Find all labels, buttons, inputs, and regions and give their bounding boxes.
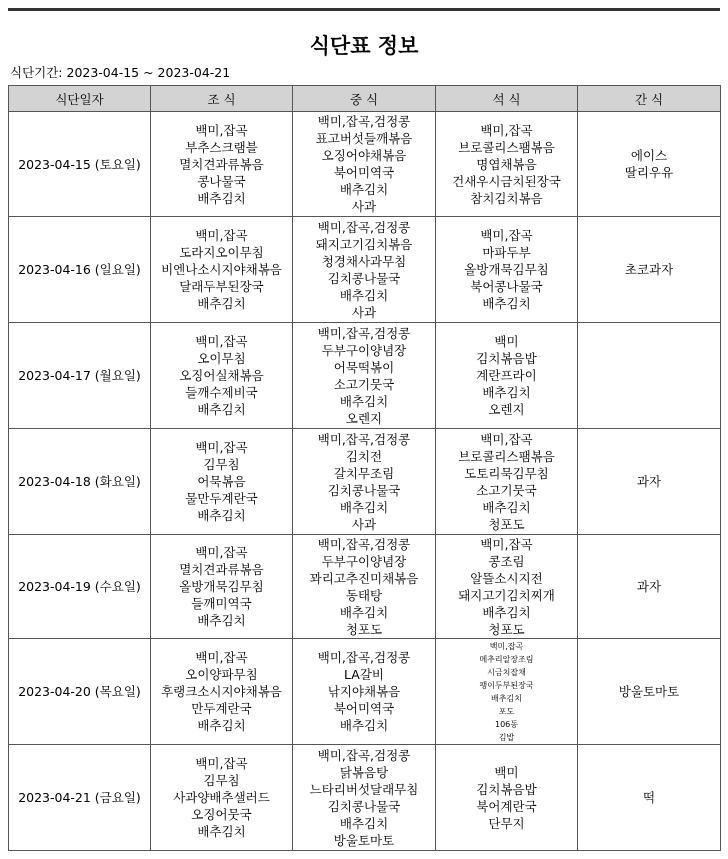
menu-item: 배추김치 <box>197 824 246 839</box>
snack-cell <box>578 535 721 639</box>
menu-item: 브로콜리스팸볶음 <box>458 139 555 155</box>
menu-item: 초코과자 <box>624 262 674 277</box>
menu-item: 마파두부 <box>482 245 531 260</box>
menu-item: 청포도 <box>488 621 525 637</box>
menu-item: 청포도 <box>488 516 525 532</box>
menu-item: 부추스크램블 <box>185 139 258 155</box>
snack-cell <box>578 745 721 851</box>
table-row <box>9 217 721 323</box>
menu-item: 콩나물국 <box>197 173 246 189</box>
col-header-date: 식단일자 <box>9 86 151 112</box>
menu-item: 백미 <box>494 764 519 780</box>
menu-item: 건새우시금치된장국 <box>452 173 561 189</box>
menu-item: 배추김치 <box>339 287 389 303</box>
menu-item: 배추김치 <box>339 182 389 197</box>
menu-item: 김치볶음밥 <box>476 351 537 366</box>
menu-item: 물만두계란국 <box>185 491 258 506</box>
menu-item: 배추김치 <box>339 815 389 831</box>
menu-item: 배추김치 <box>197 402 246 417</box>
menu-item: 딸리우유 <box>624 165 674 180</box>
menu-item: 배추김치 <box>339 718 389 733</box>
menu-item: 과자 <box>636 579 662 594</box>
lunch-cell <box>293 535 436 639</box>
menu-item: 과자 <box>636 474 662 489</box>
menu-item: 백미,잡곡,검정콩 <box>317 650 411 665</box>
col-header-breakfast: 조 식 <box>151 86 293 112</box>
date-cell: 2023-04-19 (수요일) <box>9 535 151 639</box>
header-row <box>9 86 721 112</box>
menu-item: 김무침 <box>203 457 240 472</box>
snack-cell <box>578 217 721 323</box>
menu-item: 명엽채볶음 <box>476 156 537 172</box>
menu-item: 방울토마토 <box>618 684 680 699</box>
menu-item: 백미,잡곡 <box>195 122 248 138</box>
menu-item: 배추김치 <box>339 393 389 409</box>
table-row <box>9 429 721 535</box>
menu-item: 사과 <box>351 199 377 214</box>
menu-item: 백미,잡곡,검정콩 <box>317 431 411 447</box>
menu-item: 메추리알장조림 <box>479 654 534 664</box>
menu-item: 낚지야채볶음 <box>327 684 401 699</box>
snack-cell <box>578 639 721 745</box>
menu-item: 멸치견과류볶음 <box>179 562 264 577</box>
menu-item: 백미,잡곡 <box>195 756 248 771</box>
menu-item: 올방개묵김무침 <box>464 262 549 277</box>
menu-item: 시금치잡채 <box>487 667 526 677</box>
menu-item: 북어미역국 <box>333 701 395 716</box>
menu-item: 브로콜리스팸볶음 <box>458 448 555 464</box>
menu-item: 청경채사과무침 <box>321 253 407 269</box>
menu-item: 김무침 <box>203 773 240 788</box>
menu-item: 김밥 <box>498 732 515 742</box>
menu-item: 배추김치 <box>491 693 522 703</box>
menu-item: 사과 <box>351 516 377 532</box>
menu-item: 참치김치볶음 <box>470 190 543 206</box>
menu-item: 사과양배추샐러드 <box>173 790 270 805</box>
menu-item: 김치전 <box>345 448 383 464</box>
menu-item: LA갈비 <box>344 667 384 682</box>
lunch-cell <box>293 745 436 851</box>
menu-item: 도토리묵김무침 <box>464 465 549 481</box>
breakfast-cell <box>151 639 293 745</box>
menu-item: 북어계란국 <box>476 798 537 814</box>
table-row <box>9 323 721 429</box>
menu-item: 두부구이양념장 <box>321 342 407 358</box>
col-header-snack: 간 식 <box>578 86 721 112</box>
menu-item: 만두계란국 <box>191 701 252 716</box>
menu-table <box>8 85 721 851</box>
menu-item: 배추김치 <box>339 604 389 620</box>
dinner-cell <box>436 535 578 639</box>
menu-item: 갈치무조림 <box>333 465 395 481</box>
menu-item: 백미 <box>494 334 519 349</box>
table-row <box>9 535 721 639</box>
menu-item: 배추김치 <box>339 499 389 515</box>
menu-item: 배추김치 <box>482 604 531 620</box>
menu-item: 알뜰소시지전 <box>470 570 543 586</box>
menu-item: 배추김치 <box>197 508 246 523</box>
menu-item: 느타리버섯달래무침 <box>309 781 419 797</box>
snack-cell <box>578 323 721 429</box>
menu-item: 사과 <box>351 304 377 320</box>
breakfast-cell <box>151 112 293 217</box>
menu-item: 들깨미역국 <box>191 596 252 611</box>
menu-item: 멸치견과류볶음 <box>179 156 264 172</box>
col-header-dinner: 석 식 <box>436 86 578 112</box>
dinner-cell <box>436 639 578 745</box>
menu-item: 어묵볶음 <box>197 474 246 489</box>
menu-period: 식단기간: 2023-04-15 ~ 2023-04-21 <box>10 65 231 80</box>
menu-item: 배추김치 <box>197 718 246 733</box>
date-cell: 2023-04-15 (토요일) <box>9 112 151 217</box>
menu-item: 에이스 <box>630 148 668 163</box>
top-rule <box>8 8 720 11</box>
lunch-cell <box>293 429 436 535</box>
menu-item: 백미,잡곡,검정콩 <box>317 114 411 129</box>
breakfast-cell <box>151 217 293 323</box>
lunch-cell <box>293 217 436 323</box>
menu-item: 백미,잡곡 <box>480 431 533 447</box>
menu-item: 돼지고기김치찌개 <box>458 587 555 603</box>
menu-item: 단무지 <box>488 815 525 831</box>
menu-item: 콩조림 <box>488 553 525 569</box>
menu-item: 배추김치 <box>482 296 531 311</box>
menu-item: 두부구이양념장 <box>321 553 407 569</box>
menu-item: 배추김치 <box>197 190 246 206</box>
date-cell: 2023-04-18 (화요일) <box>9 429 151 535</box>
menu-item: 청포도 <box>345 621 383 637</box>
dinner-cell <box>436 112 578 217</box>
menu-item: 오이무침 <box>197 351 246 366</box>
table-row <box>9 639 721 745</box>
menu-item: 백미,잡곡 <box>480 228 533 243</box>
menu-item: 도라지오이무침 <box>179 245 264 260</box>
page-title: 식단표 정보 <box>309 34 419 58</box>
snack-cell <box>578 112 721 217</box>
menu-item: 달래두부된장국 <box>179 279 264 294</box>
date-cell: 2023-04-20 (목요일) <box>9 639 151 745</box>
menu-item: 백미,잡곡 <box>195 334 248 349</box>
breakfast-cell <box>151 429 293 535</box>
menu-item: 비엔나소시지야채볶음 <box>161 262 282 277</box>
menu-item: 포도 <box>498 706 515 716</box>
menu-item: 106동 <box>495 719 518 729</box>
menu-item: 오징어야채볶음 <box>321 148 407 163</box>
menu-item: 김치콩나물국 <box>327 798 401 814</box>
menu-item: 백미,잡곡,검정콩 <box>317 536 411 552</box>
menu-item: 동태탕 <box>345 587 383 603</box>
menu-item: 오징어뭇국 <box>191 807 252 822</box>
menu-item: 팽이두부된장국 <box>479 680 534 690</box>
menu-item: 오징어실채볶음 <box>179 368 264 383</box>
menu-item: 오이양파무침 <box>185 667 258 682</box>
menu-item: 백미,잡곡 <box>489 641 524 651</box>
menu-item: 후랭크소시지야채볶음 <box>161 684 282 699</box>
lunch-cell <box>293 639 436 745</box>
menu-item: 소고기뭇국 <box>476 482 537 498</box>
menu-item: 돼지고기김치볶음 <box>315 236 413 252</box>
menu-item: 오렌지 <box>345 410 383 426</box>
breakfast-cell <box>151 323 293 429</box>
menu-item: 백미,잡곡 <box>480 536 533 552</box>
lunch-cell <box>293 323 436 429</box>
date-cell: 2023-04-21 (금요일) <box>9 745 151 851</box>
menu-item: 배추김치 <box>197 296 246 311</box>
dinner-cell <box>436 745 578 851</box>
breakfast-cell <box>151 535 293 639</box>
menu-item: 김치볶음밥 <box>476 781 537 797</box>
menu-item: 들깨수제비국 <box>185 385 258 400</box>
snack-cell <box>578 429 721 535</box>
menu-item: 어묵떡볶이 <box>333 359 395 375</box>
menu-item: 닭볶음탕 <box>339 764 389 780</box>
menu-item: 백미,잡곡,검정콩 <box>317 747 411 763</box>
menu-item: 방울토마토 <box>333 832 395 848</box>
date-cell: 2023-04-16 (일요일) <box>9 217 151 323</box>
dinner-cell <box>436 323 578 429</box>
menu-item: 백미,잡곡 <box>195 650 248 665</box>
breakfast-cell <box>151 745 293 851</box>
menu-item: 배추김치 <box>197 613 246 628</box>
menu-item: 김치콩나물국 <box>327 270 401 286</box>
menu-item: 백미,잡곡,검정콩 <box>317 325 411 341</box>
menu-item: 오렌지 <box>488 402 525 417</box>
menu-item: 표고버섯들깨볶음 <box>315 131 413 146</box>
menu-item: 떡 <box>642 790 656 805</box>
menu-item: 백미,잡곡 <box>195 440 248 455</box>
menu-item: 김치콩나물국 <box>327 482 401 498</box>
dinner-cell <box>436 217 578 323</box>
lunch-cell <box>293 112 436 217</box>
col-header-lunch: 중 식 <box>293 86 436 112</box>
menu-item: 북어미역국 <box>333 165 395 180</box>
menu-item: 북어콩나물국 <box>470 279 543 294</box>
date-cell: 2023-04-17 (월요일) <box>9 323 151 429</box>
dinner-cell <box>436 429 578 535</box>
menu-item: 배추김치 <box>482 385 531 400</box>
menu-item: 백미,잡곡,검정콩 <box>317 219 411 235</box>
menu-item: 백미,잡곡 <box>480 122 533 138</box>
menu-item: 꽈리고추진미채볶음 <box>309 570 419 586</box>
menu-item: 배추김치 <box>482 499 531 515</box>
table-row <box>9 112 721 217</box>
menu-item: 계란프라이 <box>476 368 537 383</box>
menu-item: 백미,잡곡 <box>195 545 248 560</box>
menu-item: 올방개묵김무침 <box>179 579 264 594</box>
menu-item: 소고기뭇국 <box>333 376 395 392</box>
table-row <box>9 745 721 851</box>
menu-item: 백미,잡곡 <box>195 228 248 243</box>
